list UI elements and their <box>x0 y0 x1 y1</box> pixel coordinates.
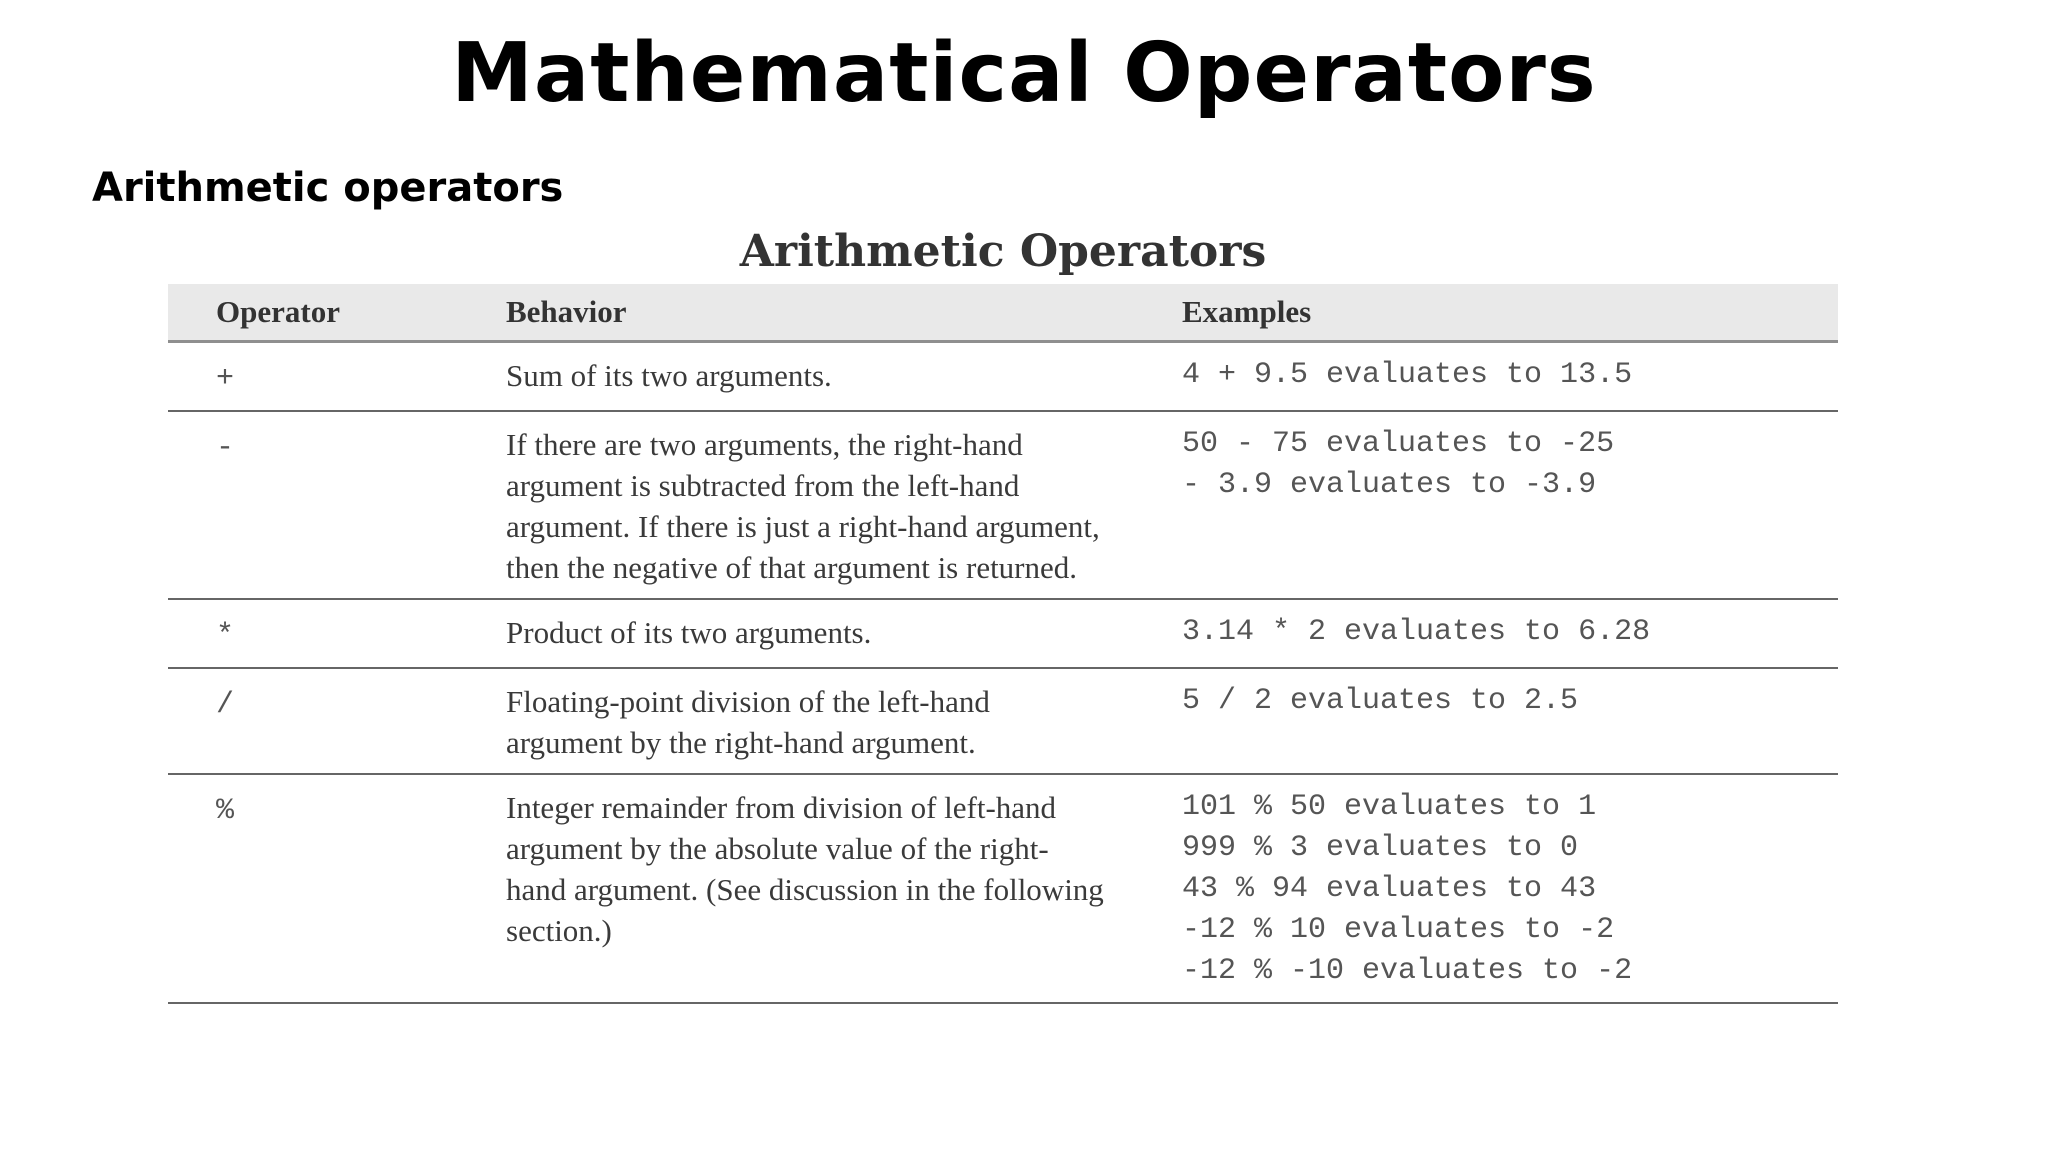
slide-title: Mathematical Operators <box>451 26 1597 121</box>
operator-symbol: * <box>216 619 235 653</box>
operator-symbol: + <box>216 362 235 396</box>
operator-symbol: % <box>216 794 235 828</box>
example-line: 4 + 9.5 evaluates to 13.5 <box>1182 358 1633 392</box>
examples-cell <box>1182 342 1838 412</box>
behavior-text: Product of its two arguments. <box>506 615 872 650</box>
section-heading: Arithmetic operators <box>92 165 564 211</box>
behavior-cell <box>506 342 1182 412</box>
header-behavior: Behavior <box>506 284 1182 342</box>
behavior-cell <box>506 599 1182 668</box>
operator-cell <box>168 342 506 412</box>
behavior-cell <box>506 411 1182 599</box>
example-line: 43 % 94 evaluates to 43 <box>1182 872 1597 906</box>
operator-cell <box>168 668 506 774</box>
example-line: 999 % 3 evaluates to 0 <box>1182 831 1579 865</box>
operator-cell <box>168 411 506 599</box>
behavior-cell <box>506 668 1182 774</box>
table-row <box>168 668 1838 774</box>
examples-cell <box>1182 411 1838 599</box>
behavior-text: Integer remainder from division of left-hand argument by the absolute value of the right-hand argument. (See discussion in the following section.) <box>506 790 1104 948</box>
behavior-text: If there are two arguments, the right-hand argument is subtracted from the left-hand argument. If there is just a right-hand argument, then the negative of that argument is returned. <box>506 427 1100 585</box>
table-row <box>168 774 1838 1003</box>
operator-cell <box>168 774 506 1003</box>
table-row <box>168 599 1838 668</box>
header-examples: Examples <box>1182 284 1838 342</box>
example-line: -12 % -10 evaluates to -2 <box>1182 954 1633 988</box>
behavior-text: Floating-point division of the left-hand argument by the right-hand argument. <box>506 684 990 760</box>
header-operator: Operator <box>168 284 506 342</box>
operators-table-container <box>168 284 1838 1004</box>
examples-cell <box>1182 668 1838 774</box>
example-line: 5 / 2 evaluates to 2.5 <box>1182 684 1579 718</box>
examples-cell <box>1182 599 1838 668</box>
table-header-row <box>168 284 1838 342</box>
examples-cell <box>1182 774 1838 1003</box>
example-line: 101 % 50 evaluates to 1 <box>1182 790 1597 824</box>
table-title: Arithmetic Operators <box>739 226 1267 277</box>
operator-cell <box>168 599 506 668</box>
example-line: 50 - 75 evaluates to -25 <box>1182 427 1615 461</box>
operator-symbol: - <box>216 431 235 465</box>
operator-symbol: / <box>216 688 235 722</box>
example-line: -12 % 10 evaluates to -2 <box>1182 913 1615 947</box>
table-row <box>168 411 1838 599</box>
behavior-text: Sum of its two arguments. <box>506 358 832 393</box>
example-line: - 3.9 evaluates to -3.9 <box>1182 468 1597 502</box>
arithmetic-operators-table <box>168 284 1838 1004</box>
behavior-cell <box>506 774 1182 1003</box>
table-row <box>168 342 1838 412</box>
example-line: 3.14 * 2 evaluates to 6.28 <box>1182 615 1651 649</box>
